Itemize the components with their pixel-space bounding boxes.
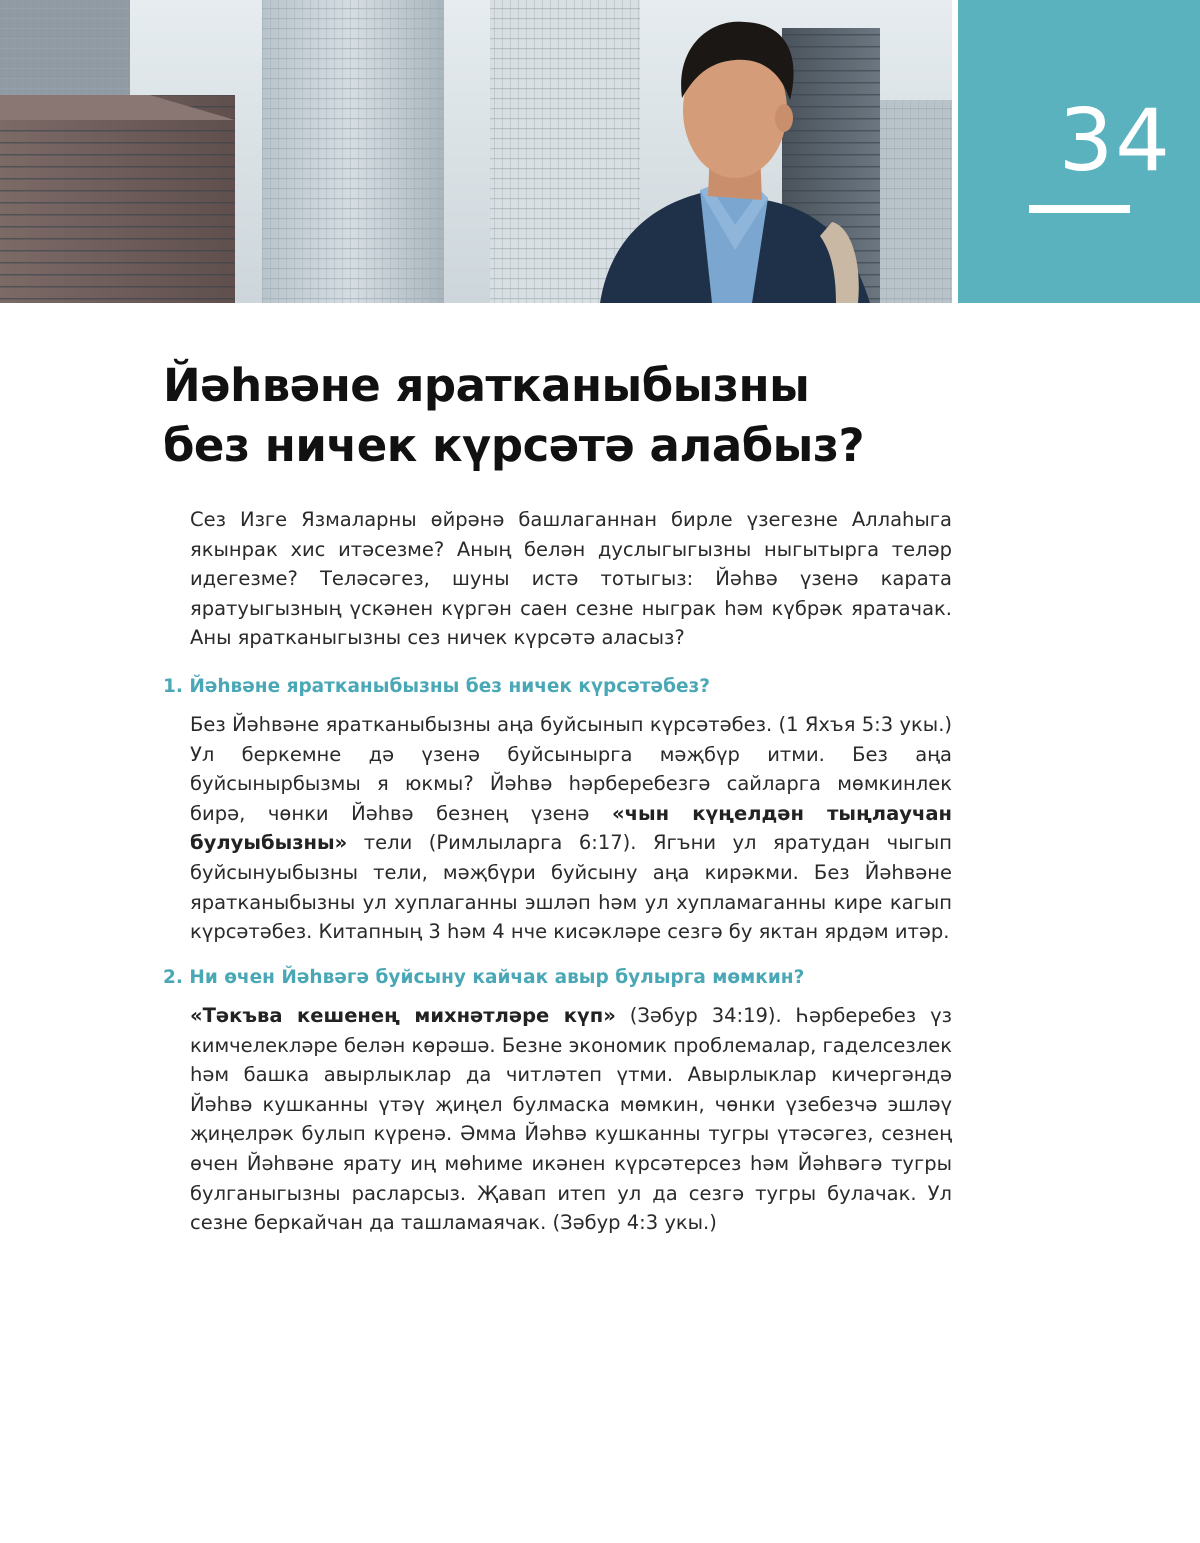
title-line-1: Йәһвәне яратканыбызны bbox=[163, 359, 810, 412]
answer-2-text-after: (Зәбур 34:19). Һәрберебез үз кимчелекләре белән көрәшә. Безне экономик проблемалар, гаделсезлек һәм башка авырлыклар да читләтеп үтми. Авырлыклар кичергәндә Йәһвә кушканны үтәү җиңел булмаска мөмкин, чөнки үзебезчә эшләү җиңелрәк булып күренә. Әмма Йәһвә кушканны тугры үтәсәгез, сезнең өчен Йәһвәне ярату иң мөһиме икәнен күрсәтерсез һәм Йәһвәгә тугры булганыгызны расларсыз. Җавап итеп ул да сезгә тугры булачак. Ул сезне беркайчан да ташламаячак. (Зәбур 4:3 укы.) bbox=[190, 1004, 952, 1235]
question-1-answer bbox=[190, 710, 952, 947]
chapter-number: 34 bbox=[1058, 91, 1172, 191]
chapter-tab bbox=[958, 0, 1200, 303]
answer-1-text-after: тели (Римлыларга 6:17). Ягъни ул яратудан чыгып буйсынуыбызны тели, мәҗбүри буйсыну аңа кирәкми. Без Йәһвәне яратканыбызны ул хуплаганны эшләп һәм ул хупламаганны кире кагып күрсәтәбез. Китапның 3 һәм 4 нче кисәкләре сезгә бу яктан ярдәм итәр. bbox=[190, 831, 952, 944]
page-title bbox=[163, 356, 963, 476]
question-1-heading: 1. Йәһвәне яратканыбызны без ничек күрсәтәбез? bbox=[163, 676, 711, 697]
intro-paragraph: Сез Изге Язмаларны өйрәнә башлаганнан бирле үзегезне Аллаһыга якынрак хис итәсезме? Аның белән дуслыгыгызны ныгытырга теләр идегезме? Теләсәгез, шуны истә тотыгыз: Йәһвә үзенә карата яратуыгызның үскәнен күргән саен сезне ныграк һәм күбрәк яратачак. Аны яратканыгызны сез ничек күрсәтә аласыз? bbox=[190, 508, 952, 650]
title-line-2: без ничек күрсәтә алабыз? bbox=[163, 419, 865, 472]
chapter-underline bbox=[1029, 205, 1130, 213]
header-photo bbox=[0, 0, 952, 303]
question-2-heading: 2. Ни өчен Йәһвәгә буйсыну кайчак авыр булырга мөмкин? bbox=[163, 967, 805, 988]
question-2-answer bbox=[190, 1001, 952, 1238]
answer-1-bold-quote: «чын күңелдән тыңлаучан булуыбызны» bbox=[190, 801, 952, 855]
answer-2-bold-quote: «Тәкъва кешенең михнәтләре күп» bbox=[190, 1004, 616, 1027]
answer-1-text-before: Без Йәһвәне яратканыбызны аңа буйсынып күрсәтәбез. (1 Яхъя 5:3 укы.) Ул беркемне дә үзенә буйсынырга мәҗбүр итми. Без аңа буйсынырбызмы я юкмы? Йәһвә һәрберебезгә сайларга мөмкинлек бирә, чөнки Йәһвә безнең үзенә bbox=[190, 713, 952, 825]
